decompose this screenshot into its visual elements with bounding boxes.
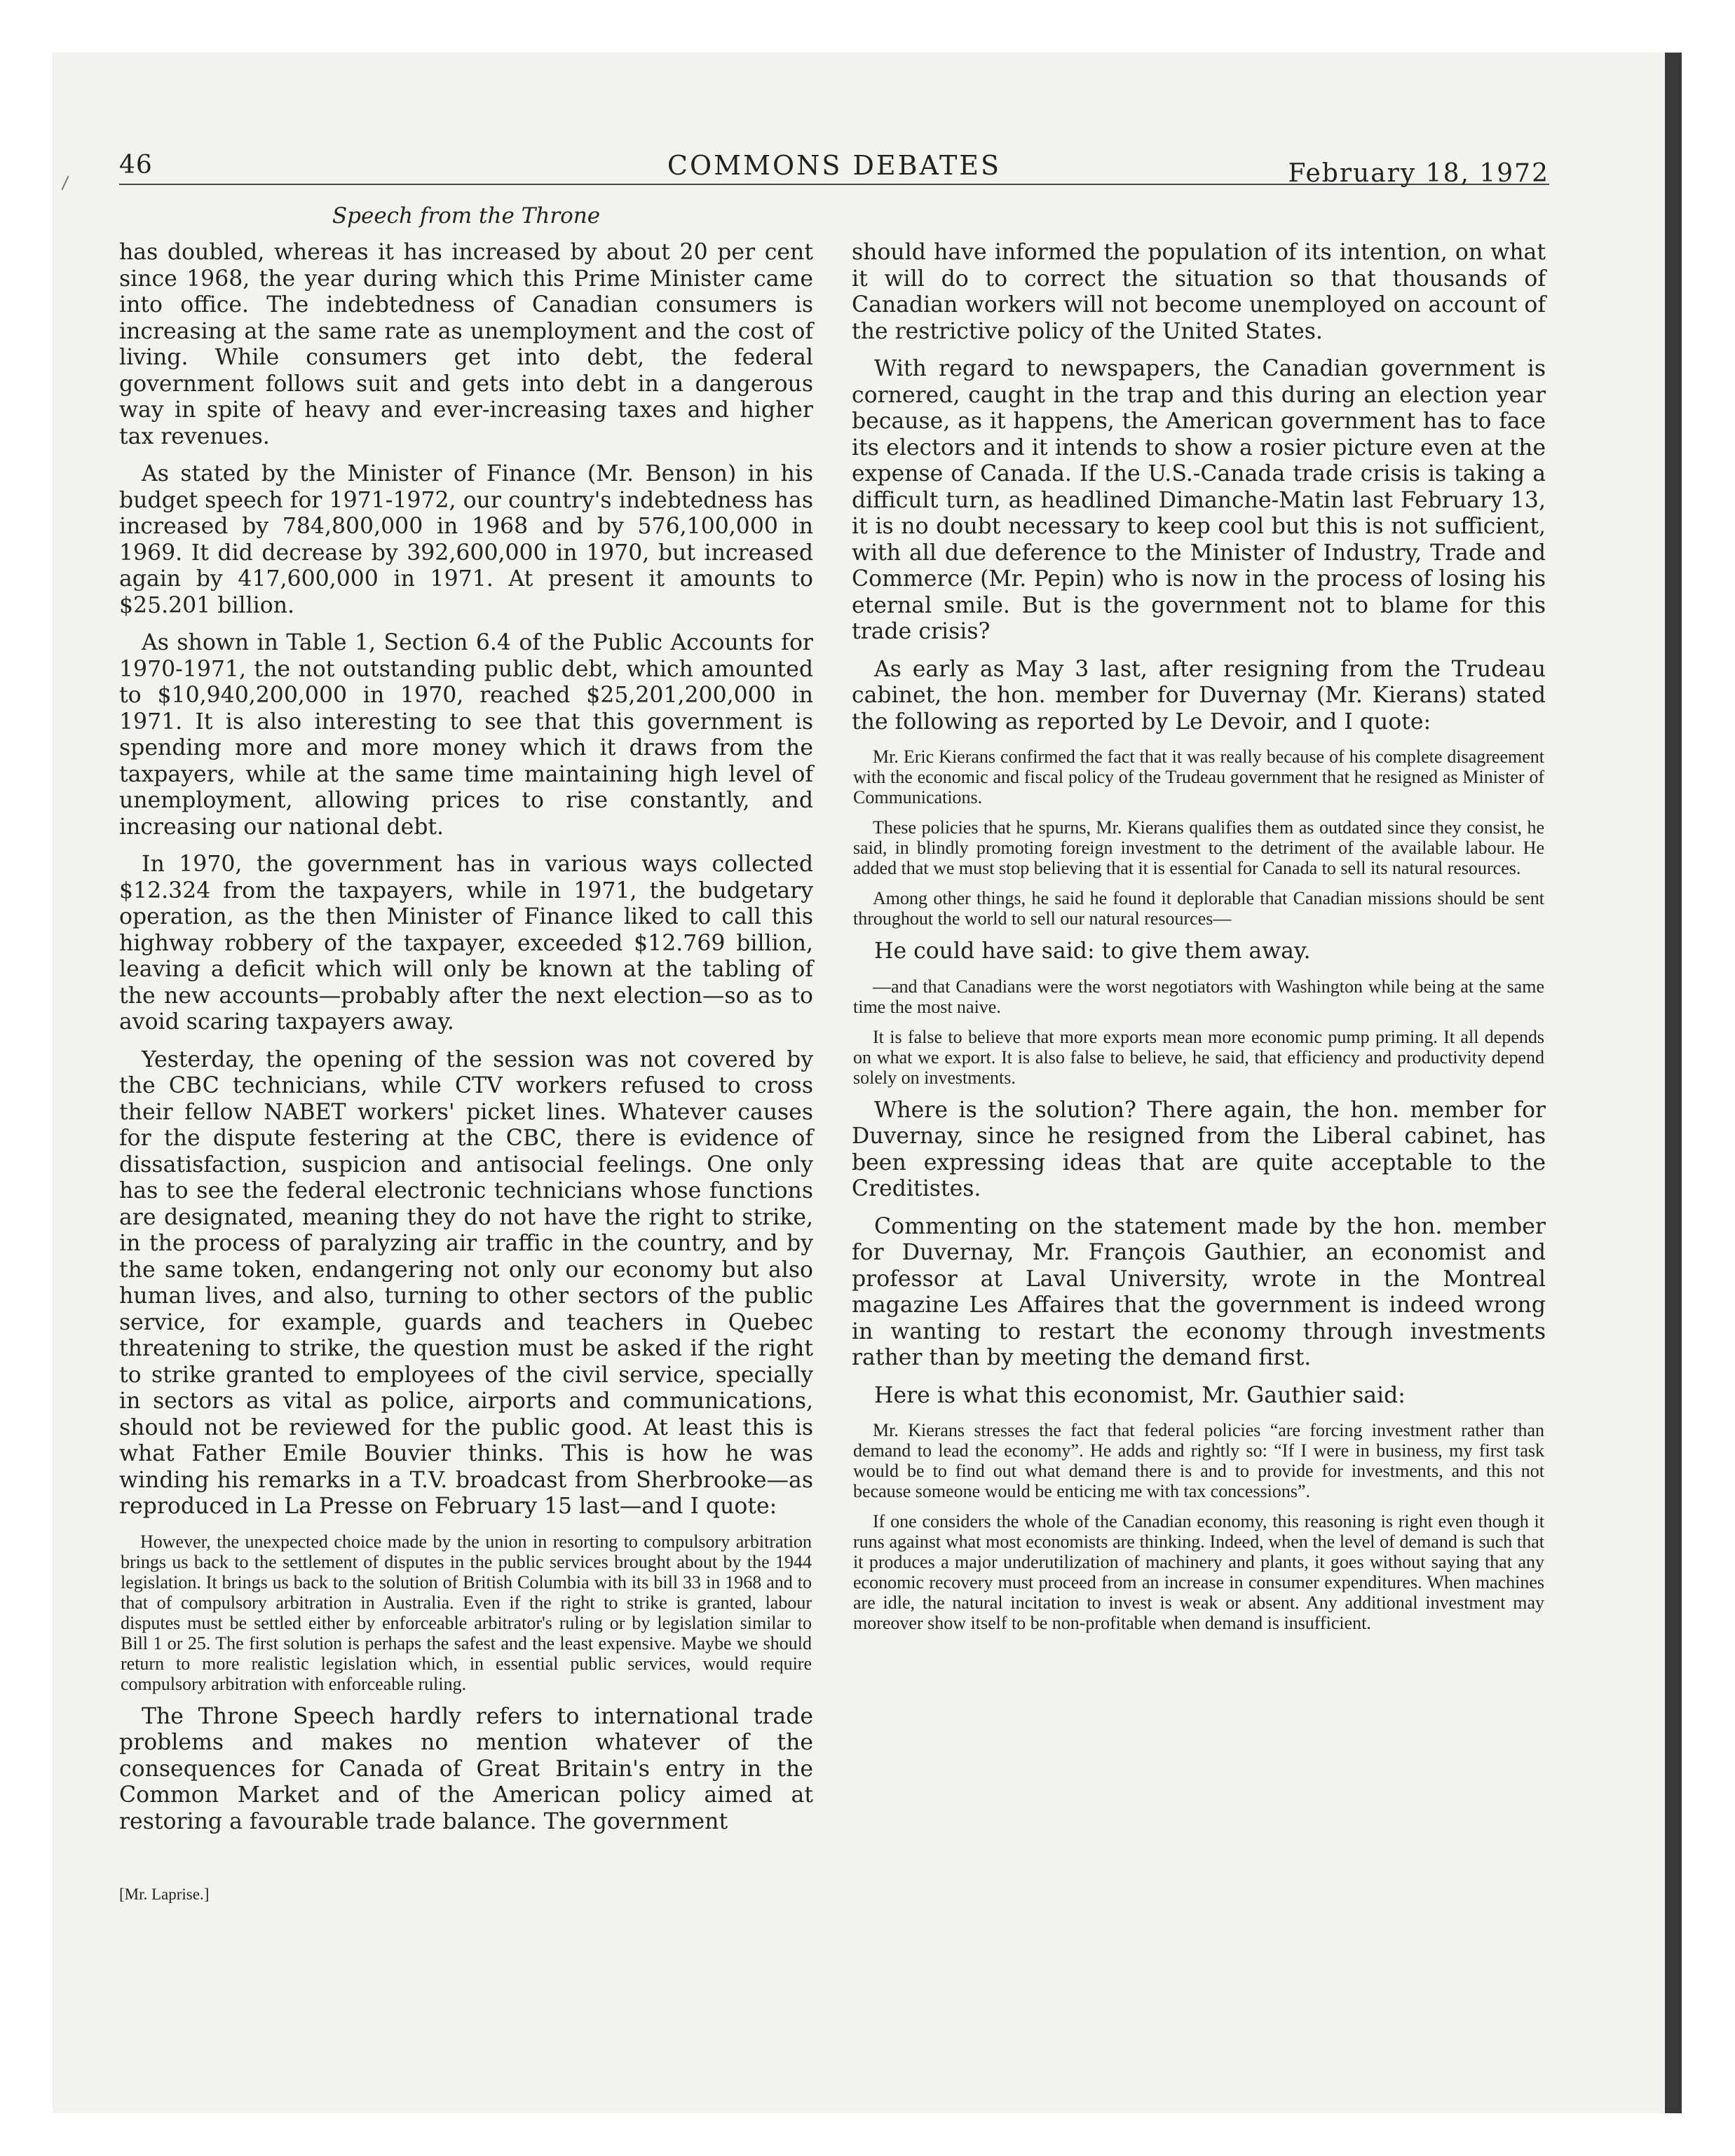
page-number: 46 xyxy=(119,151,153,179)
speaker-attribution: [Mr. Laprise.] xyxy=(119,1885,210,1903)
block-quote xyxy=(852,746,1546,929)
block-quote xyxy=(852,976,1546,1088)
page-edge-shadow xyxy=(1665,53,1682,2113)
right-column xyxy=(852,240,1546,1643)
paragraph: As early as May 3 last, after resigning from the Trudeau cabinet, the hon. member for Duvernay (Mr. Kierans) stated the following as reported by Le Devoir, and I quote: xyxy=(852,656,1546,735)
paragraph: has doubled, whereas it has increased by about 20 per cent since 1968, the year during which this Prime Minister came into office. The indebtedness of Canadian consumers is increasing at the same rate as unemployment and the cost of living. While consumers get into debt, the federal government follows suit and gets into debt in a dangerous way in spite of heavy and ever-increasing taxes and higher tax revenues. xyxy=(119,240,813,449)
quote-paragraph: These policies that he spurns, Mr. Kierans qualifies them as outdated since they consist, he said, in blindly promoting foreign investment to the detriment of the available labour. He added that we must stop believing that it is essential for Canada to sell its natural resources. xyxy=(853,817,1544,878)
paragraph: Commenting on the statement made by the hon. member for Duvernay, Mr. François Gauthier, an economist and professor at Laval University, wrote in the Montreal magazine Les Affaires that the government is indeed wrong in wanting to restart the economy through investments rather than by meeting the demand first. xyxy=(852,1213,1546,1370)
publication-date: February 18, 1972 xyxy=(1288,159,1549,188)
paragraph: The Throne Speech hardly refers to international trade problems and makes no mention whatever of the consequences for Canada of Great Britain's entry in the Common Market and of the American policy aimed at restoring a favourable trade balance. The government xyxy=(119,1703,813,1834)
block-quote xyxy=(852,1420,1546,1633)
paragraph: Here is what this economist, Mr. Gauthier said: xyxy=(874,1382,1406,1408)
paragraph: As stated by the Minister of Finance (Mr. Benson) in his budget speech for 1971-1972, our country's indebtedness has increased by 784,800,000 in 1968 and by 576,100,000 in 1969. It did decrease by 392,600,000 in 1970, but increased again by 417,600,000 in 1971. At present it amounts to $25.201 billion. xyxy=(119,461,813,618)
quote-paragraph: Mr. Kierans stresses the fact that federal policies “are forcing investment rather than demand to lead the economy”. He adds and rightly so: “If I were in business, my first task would be to find out what demand there is and to provide for investments, and this not because someone would be enticing me with tax concessions”. xyxy=(853,1420,1544,1501)
quote-paragraph: Mr. Eric Kierans confirmed the fact that it was really because of his complete disagreement with the economic and fiscal policy of the Trudeau government that he resigned as Minister of Communications. xyxy=(853,746,1544,807)
page-header xyxy=(119,147,1549,188)
quote-paragraph: Among other things, he said he found it deplorable that Canadian missions should be sent throughout the world to sell our natural resources— xyxy=(853,888,1544,929)
paragraph: He could have said: to give them away. xyxy=(874,939,1311,964)
quote-paragraph: However, the unexpected choice made by the union in resorting to compulsory arbitration brings us back to the settlement of disputes in the public services brought about by the 1944 legislation. It brings us back to the solution of British Columbia with its bill 33 in 1968 and to that of compulsory arbitration in Australia. Even if the right to strike is granted, labour disputes must be settled either by enforceable arbitrator's ruling or by legislation similar to Bill 1 or 25. The first solution is perhaps the safest and the least expensive. Maybe we should return to more realistic legislation which, in essential public services, would require compulsory arbitration with enforceable ruling. xyxy=(121,1531,812,1694)
section-subheading: Speech from the Throne xyxy=(332,203,601,228)
paragraph: As shown in Table 1, Section 6.4 of the Public Accounts for 1970-1971, the not outstanding public debt, which amounted to $10,940,200,000 in 1970, reached $25,201,200,000 in 1971. It is also interesting to see that this government is spending more and more money which it draws from the taxpayers, while at the same time maintaining high level of unemployment, allowing prices to rise constantly, and increasing our national debt. xyxy=(119,630,813,840)
paragraph: Where is the solution? There again, the hon. member for Duvernay, since he resigned from the Liberal cabinet, has been expressing ideas that are quite acceptable to the Creditistes. xyxy=(852,1097,1546,1201)
paragraph: With regard to newspapers, the Canadian government is cornered, caught in the trap and this during an election year because, as it happens, the American government has to face its electors and it intends to show a rosier picture even at the expense of Canada. If the U.S.-Canada trade crisis is taking a difficult turn, as headlined Dimanche-Matin last February 13, it is no doubt necessary to keep cool but this is not sufficient, with all due deference to the Minister of Industry, Trade and Commerce (Mr. Pepin) who is now in the process of losing his eternal smile. But is the government not to blame for this trade crisis? xyxy=(852,356,1546,644)
quote-paragraph: It is false to believe that more exports mean more economic pump priming. It all depends on what we export. It is also false to believe, he said, that efficiency and productivity depend solely on investments. xyxy=(853,1026,1544,1088)
quote-paragraph: —and that Canadians were the worst negotiators with Washington while being at the same time the most naive. xyxy=(853,976,1544,1017)
publication-title: COMMONS DEBATES xyxy=(667,150,1002,181)
paragraph: Yesterday, the opening of the session was not covered by the CBC technicians, while CTV workers refused to cross their fellow NABET workers' picket lines. Whatever causes for the dispute festering at the CBC, there is evidence of dissatisfaction, suspicion and antisocial feelings. One only has to see the federal electronic technicians whose functions are designated, meaning they do not have the right to strike, in the process of paralyzing air traffic in the country, and by the same token, endangering not only our economy but also human lives, and also, turning to other sectors of the public service, for example, guards and teachers in Quebec threatening to strike, the question must be asked if the right to strike granted to employees of the civil service, specially in sectors as vital as police, airports and communications, should not be reviewed for the public good. At least this is what Father Emile Bouvier thinks. This is how he was winding his remarks in a T.V. broadcast from Sherbrooke—as reproduced in La Presse on February 15 last—and I quote: xyxy=(119,1046,813,1519)
paragraph: should have informed the population of its intention, on what it will do to correct the situation so that thousands of Canadian workers will not become unemployed on account of the restrictive policy of the United States. xyxy=(852,240,1546,344)
left-column xyxy=(119,240,813,1846)
quote-paragraph: If one considers the whole of the Canadian economy, this reasoning is right even though it runs against what most economists are thinking. Indeed, when the level of demand is such that it produces a major underutilization of machinery and plants, it goes without saying that any economic recovery must proceed from an increase in consumer expenditures. When machines are idle, the natural incitation to invest is weak or absent. Any additional investment may moreover show itself to be non-profitable when demand is insufficient. xyxy=(853,1511,1544,1633)
block-quote xyxy=(119,1531,813,1694)
paragraph: In 1970, the government has in various ways collected $12.324 from the taxpayers, while in 1971, the budgetary operation, as the then Minister of Finance liked to call this highway robbery of the taxpayer, exceeded $12.769 billion, leaving a deficit which will only be known at the tabling of the new accounts—probably after the next election—so as to avoid scaring taxpayers away. xyxy=(119,852,813,1035)
